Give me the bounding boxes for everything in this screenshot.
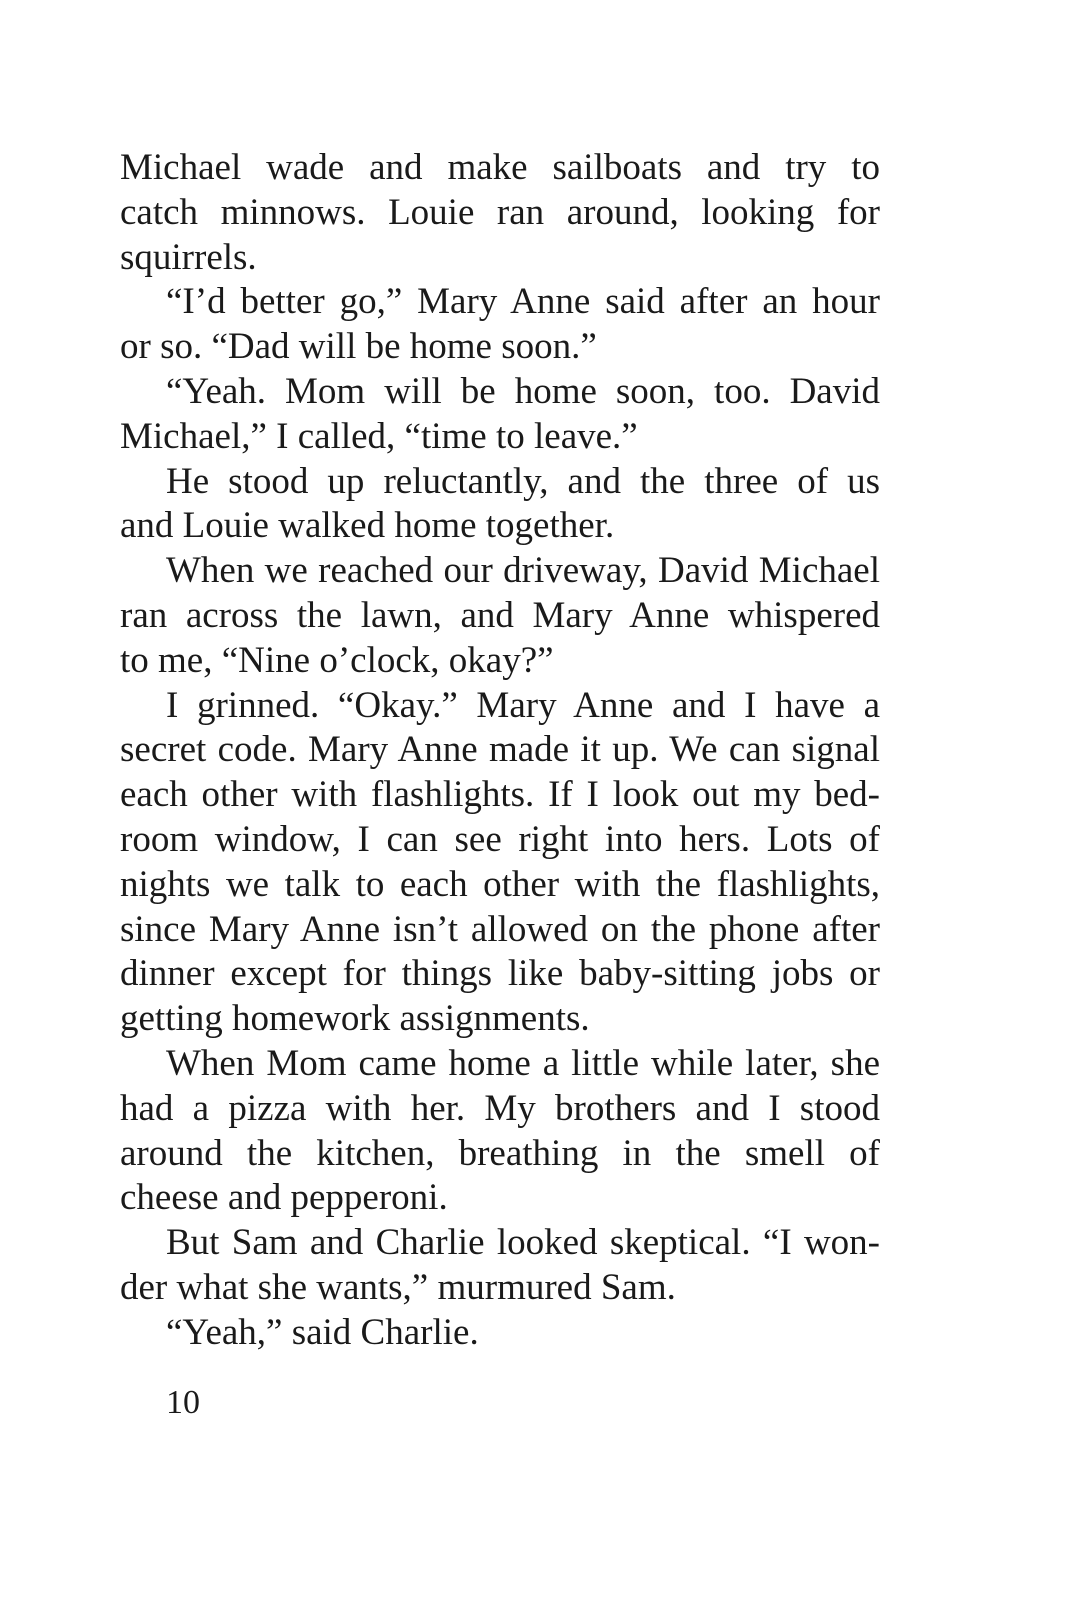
text-line: and Louie walked home together. <box>120 505 615 547</box>
text-line: der what she wants,” murmured Sam. <box>120 1266 676 1308</box>
text-line: But Sam and Charlie looked skeptical. “I won- <box>166 1222 880 1264</box>
text-line: “I’d better go,” Mary Anne said after an hour <box>166 281 880 323</box>
text-line: room window, I can see right into hers. Lots of <box>120 818 880 860</box>
text-line: cheese and pepperoni. <box>120 1177 448 1219</box>
text-line: each other with flashlights. If I look out my bed- <box>120 774 880 816</box>
text-line: around the kitchen, breathing in the smell of <box>120 1132 880 1174</box>
text-line: He stood up reluctantly, and the three of us <box>166 460 880 502</box>
text-line: or so. “Dad will be home soon.” <box>120 326 597 368</box>
text-line: dinner except for things like baby-sitting jobs or <box>120 953 880 995</box>
text-line: ran across the lawn, and Mary Anne whispered <box>120 594 880 636</box>
page-number: 10 <box>166 1384 200 1421</box>
text-line: I grinned. “Okay.” Mary Anne and I have a <box>166 684 880 726</box>
text-line: catch minnows. Louie ran around, looking for <box>120 191 880 233</box>
text-line: nights we talk to each other with the flashlights, <box>120 863 880 905</box>
text-line: secret code. Mary Anne made it up. We can signal <box>120 729 880 771</box>
text-line: When Mom came home a little while later, she <box>166 1042 880 1084</box>
text-line: squirrels. <box>120 236 257 278</box>
text-line: Michael,” I called, “time to leave.” <box>120 415 638 457</box>
text-line: had a pizza with her. My brothers and I stood <box>120 1087 880 1129</box>
text-line: Michael wade and make sailboats and try to <box>120 147 880 188</box>
text-line: “Yeah. Mom will be home soon, too. David <box>166 370 880 412</box>
body-text <box>120 146 880 1356</box>
text-line: getting homework assignments. <box>120 998 590 1040</box>
text-line: since Mary Anne isn’t allowed on the phone after <box>120 908 880 950</box>
text-line: to me, “Nine o’clock, okay?” <box>120 639 554 681</box>
text-line: “Yeah,” said Charlie. <box>166 1311 479 1353</box>
text-line: When we reached our driveway, David Michael <box>166 550 880 592</box>
